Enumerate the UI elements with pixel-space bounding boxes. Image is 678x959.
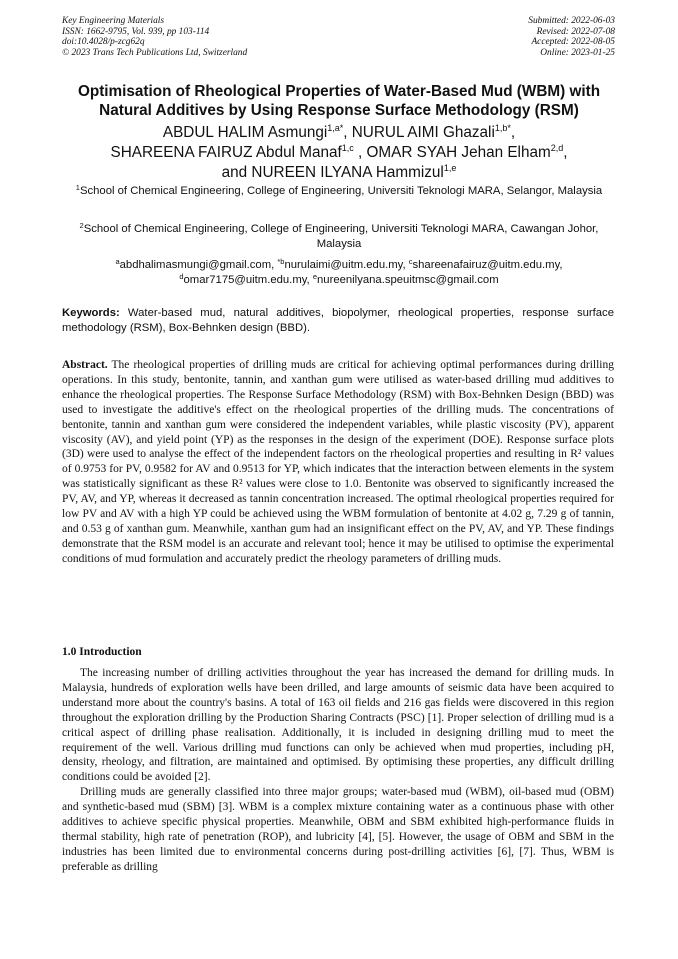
abstract-label: Abstract. [62, 359, 108, 371]
date-revised: Revised: 2022-07-08 [536, 26, 615, 37]
email[interactable]: $^d$omar7175@uitm.edu.my, [179, 271, 313, 286]
date-submitted: Submitted: 2022-06-03 [528, 16, 615, 26]
journal-doi: doi:10.4028/p-zcg62q [62, 37, 145, 48]
author: ABDUL HALIM Asmungi$^{1,a*}$, [162, 123, 352, 141]
date-accepted: Accepted: 2022-08-05 [531, 37, 615, 48]
email-list [62, 258, 616, 287]
journal-issn: ISSN: 1662-9795, Vol. 939, pp 103-114 [62, 26, 210, 37]
affiliation-1: $^1$School of Chemical Engineering, College of Engineering, Universiti Teknologi MARA, Selangor, Malaysia [75, 183, 603, 197]
email[interactable]: $^a$abdhalimasmungi@gmail.com, [115, 257, 278, 271]
journal-info [62, 16, 247, 58]
section-heading: 1.0 Introduction [62, 646, 142, 658]
introduction-body [62, 666, 614, 875]
paper-title: Optimisation of Rheological Properties of Water-Based Mud (WBM) with Natural Additives by Using Response Surface Methodology (RSM) [77, 83, 601, 119]
journal-name: Key Engineering Materials [62, 16, 165, 26]
paragraph: Drilling muds are generally classified into three major groups; water-based mud (WBM), oil-based mud (OBM) and synthetic-based mud (SBM) [3]. WBM is a complex mixture containing water as a continuous phase with other additives to achieve specific physical properties. Meanwhile, OBM and SBM exhibited high-performance fluids in thermal stability, high rate of penetration (ROP), and lubricity [4], [5]. However, the usage of OBM and SBM in the industries has been limited due to environmental concerns during post-drilling activities [6], [7]. Thus, WBM is preferable as drilling [62, 786, 614, 873]
keywords [62, 306, 614, 335]
email[interactable]: $^c$shareenafairuz@uitm.edu.my, [408, 257, 563, 271]
author-list [40, 123, 638, 183]
email[interactable]: $^{*b}$nurulaimi@uitm.edu.my, [277, 257, 409, 271]
email[interactable]: $^e$nureenilyana.speuitmsc@gmail.com [312, 271, 499, 286]
affiliation-2: $^2$School of Chemical Engineering, College of Engineering, Universiti Teknologi MARA, Cawangan Johor, Malaysia [79, 221, 599, 250]
paragraph: The increasing number of drilling activities throughout the year has increased the demand for drilling muds. In Malaysia, hundreds of exploration wells have been drilled, and large amounts of seismic data have been acquired to understand more about the country's basins. A total of 163 oil fields and 216 gas fields were discovered in this region throughout the exploration drilling by the Production Sharing Contracts (PSC) [1]. Proper selection of drilling mud is a critical aspect of drilling phase realisation. Additionally, it is included in designing drilling mud to meet the requirement of the well. Various drilling mud functions can only be achieved when mud properties, including pH, density, rheology, and filtration, are maintained and optimised. By optimising these properties, any difficult drilling conditions could be avoided [2]. [62, 667, 614, 784]
keywords-text: Water-based mud, natural additives, biopolymer, rheological properties, response surface methodology (RSM), Box-Behnken design (BBD). [62, 307, 614, 334]
author: OMAR SYAH Jehan Elham$^{2,d}$, [366, 143, 568, 161]
journal-copyright: © 2023 Trans Tech Publications Ltd, Switzerland [62, 47, 248, 58]
author: and NUREEN ILYANA Hammizul$^{1,e}$ [221, 163, 457, 181]
author: NURUL AIMI Ghazali$^{1,b*}$, [351, 123, 516, 141]
abstract-text: The rheological properties of drilling muds are critical for achieving optimal performances during drilling operations. In this study, bentonite, tannin, and xanthan gum were utilised as water-based drilling mud additives to enhance the rheological properties. The Response Surface Methodology (RSM) with Box-Behnken Design (BBD) was used to investigate the additive's effect on the rheological properties of the drilling muds. The concentrations of bentonite, tannin and xanthan gum were considered the independent variables, while plastic viscosity (PV), apparent viscosity (AV), and yield point (YP) as the responses in the design of the experiment (DOE). Response surface plots (3D) were used to analyse the effect of the independent factors on the rheological properties and resulting in R² values of 0.9753 for PV, 0.9582 for AV and 0.9513 for YP, which indicates that the interaction between elements in the system was statistically significant as these R² values were close to 1.0. Bentonite was observed to significantly increased the PV, AV, and YP, whereas it decreased as tannin concentration increased. The optimal rheological properties required for low PV and AV with a high YP could be achieved using the WBM formulation of bentonite at 4.02 g, 7.29 g of tannin, and 0.53 g of xanthan gum. Meanwhile, xanthan gum had an insignificant effect on the PV, AV, and YP. These findings demonstrate that the RSM model is an accurate and relevant tool; hence it may be utilised to optimise the experimental conditions of mud formulation and accurately predict the rheology parameters of drilling muds. [62, 359, 614, 565]
date-online: Online: 2023-01-25 [540, 47, 615, 58]
author: SHAREENA FAIRUZ Abdul Manaf$^{1,c}$ , [110, 143, 367, 161]
publication-dates [528, 16, 615, 58]
keywords-label: Keywords: [62, 307, 120, 319]
abstract [62, 358, 614, 567]
